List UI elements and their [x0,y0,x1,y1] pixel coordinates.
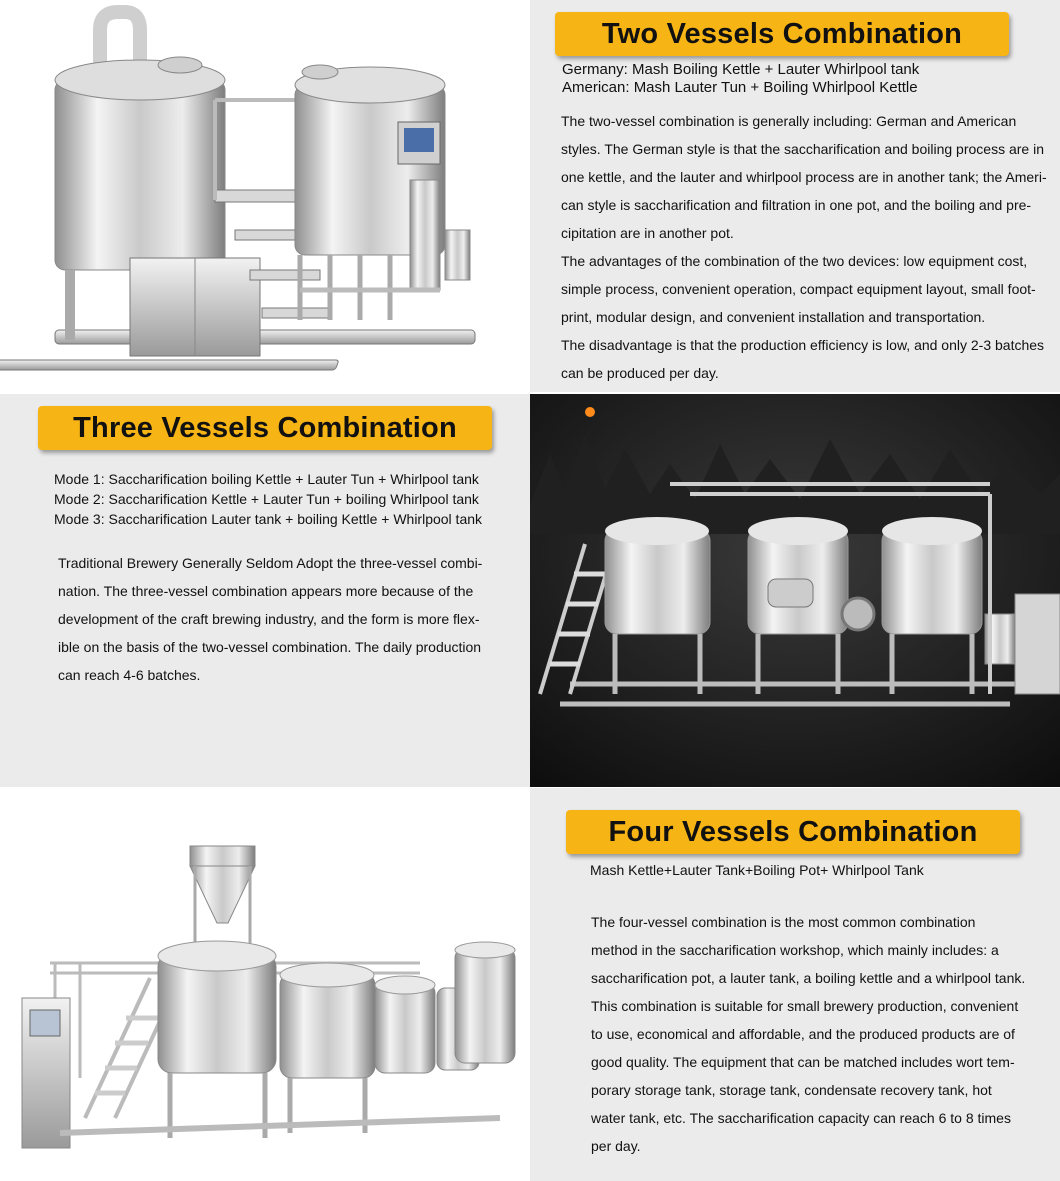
four-vessel-text-panel [530,788,1060,1181]
two-vessel-subtitle-american: American: Mash Lauter Tun + Boiling Whirlpool Kettle [562,79,918,96]
paragraph-line: The disadvantage is that the production efficiency is low, and only 2-3 batches [561,337,1045,353]
four-vessel-title: Four Vessels Combination [566,810,1020,854]
paragraph-line: The advantages of the combination of the two devices: low equipment cost, [561,253,1028,269]
paragraph-line: nation. The three-vessel combination appears more because of the [58,583,474,599]
three-vessel-title: Three Vessels Combination [38,406,492,450]
paragraph-line: can reach 4-6 batches. [58,667,201,683]
four-vessel-brewhouse-image [0,788,530,1181]
four-vessel-description [591,908,1051,1160]
paragraph-line: development of the craft brewing industry, and the form is more flex- [58,611,480,627]
paragraph-line: print, modular design, and convenient installation and transportation. [561,309,986,325]
three-vessel-brewhouse-image [530,394,1060,787]
three-vessel-description [58,549,518,689]
paragraph-line: water tank, etc. The saccharification capacity can reach 6 to 8 times [591,1110,1011,1126]
mode-line: Mode 3: Saccharification Lauter tank + boiling Kettle + Whirlpool tank [54,511,483,527]
paragraph-line: cipitation are in another pot. [561,225,734,241]
paragraph-line: method in the saccharification workshop, which mainly includes: a [591,942,999,958]
paragraph-line: Traditional Brewery Generally Seldom Adopt the three-vessel combi- [58,555,483,571]
paragraph-line: styles. The German style is that the saccharification and boiling process are in [561,141,1044,157]
paragraph-line: The four-vessel combination is the most common combination [591,914,976,930]
paragraph-line: good quality. The equipment that can be matched includes wort tem- [591,1054,1015,1070]
paragraph-line: saccharification pot, a lauter tank, a boiling kettle and a whirlpool tank. [591,970,1026,986]
three-vessel-text-panel [0,394,530,787]
paragraph-line: one kettle, and the lauter and whirlpool process are in another tank; the Ameri- [561,169,1047,185]
four-vessel-image-panel [0,788,530,1181]
paragraph-line: simple process, convenient operation, compact equipment layout, small foot- [561,281,1036,297]
two-vessel-text-panel [530,0,1060,392]
paragraph-line: can be produced per day. [561,365,719,381]
three-vessel-image-panel [530,394,1060,787]
paragraph-line: This combination is suitable for small brewery production, convenient [591,998,1019,1014]
two-vessel-description [561,107,1056,387]
two-vessel-subtitles [562,61,919,97]
paragraph-line: porary storage tank, storage tank, condensate recovery tank, hot [591,1082,992,1098]
paragraph-line: to use, economical and affordable, and the produced products are of [591,1026,1015,1042]
mode-line: Mode 1: Saccharification boiling Kettle + Lauter Tun + Whirlpool tank [54,471,479,487]
three-vessel-modes [54,469,482,529]
two-vessel-title: Two Vessels Combination [555,12,1009,56]
mode-line: Mode 2: Saccharification Kettle + Lauter Tun + boiling Whirlpool tank [54,491,479,507]
four-vessel-subtitle: Mash Kettle+Lauter Tank+Boiling Pot+ Whirlpool Tank [590,862,924,878]
two-vessel-subtitle-germany: Germany: Mash Boiling Kettle + Lauter Whirlpool tank [562,61,920,78]
paragraph-line: ible on the basis of the two-vessel combination. The daily production [58,639,482,655]
two-vessel-image-panel [0,0,530,392]
paragraph-line: The two-vessel combination is generally including: German and American [561,113,1017,129]
two-vessel-brewhouse-image [0,0,530,392]
paragraph-line: can style is saccharification and filtration in one pot, and the boiling and pre- [561,197,1032,213]
paragraph-line: per day. [591,1138,641,1154]
